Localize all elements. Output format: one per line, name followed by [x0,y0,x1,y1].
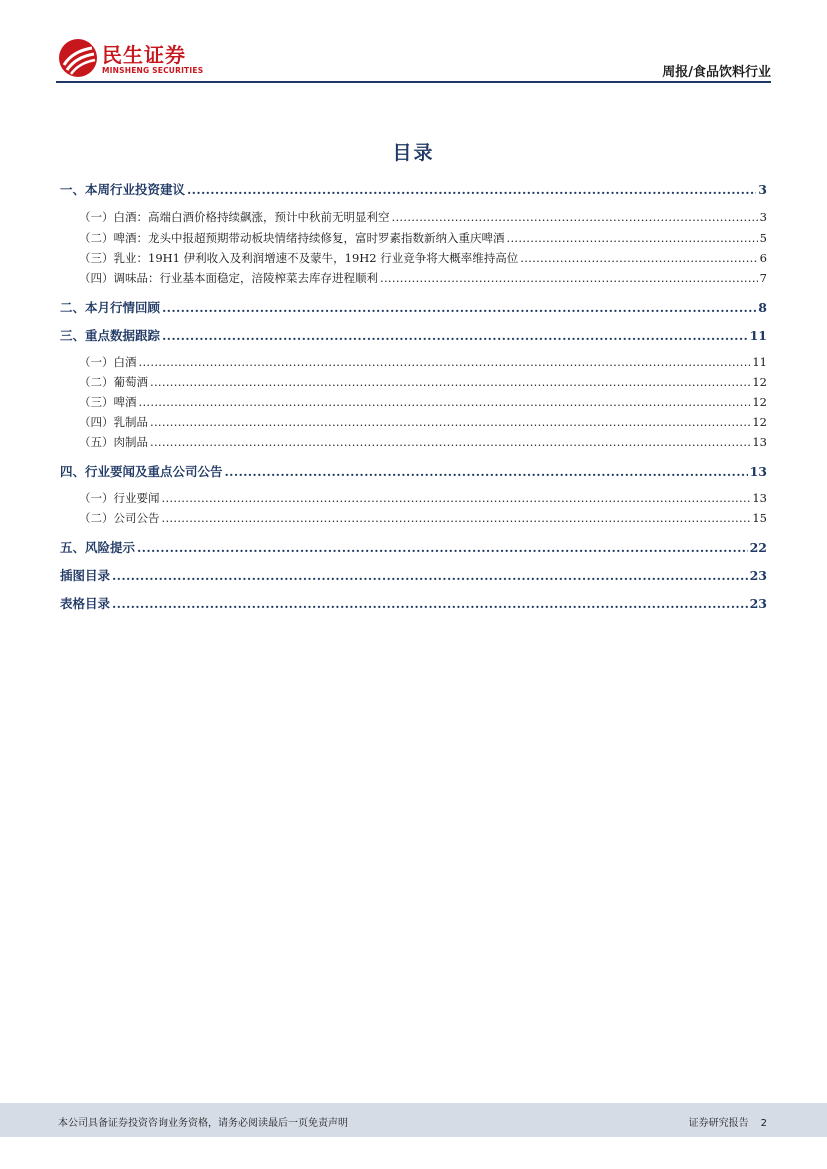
toc-entry-page: 11 [752,355,767,369]
toc-entry[interactable] [60,354,767,370]
toc-entry-page: 3 [759,210,767,224]
toc-entry-page: 12 [752,415,767,429]
toc-entry-label: （四）乳制品 [79,415,148,429]
toc-entry-label: （二）葡萄酒 [79,375,148,389]
report-type: 周报/食品饮料行业 [662,65,771,80]
dot-leader [187,182,756,197]
toc-entry[interactable] [60,566,767,584]
toc-entry[interactable] [60,414,767,430]
toc-entry-label: （二）公司公告 [79,511,160,525]
toc-entry-label: （三）啤酒 [79,395,137,409]
toc-entry-page: 5 [759,231,767,245]
toc-entry-label: 插图目录 [60,568,111,583]
toc-entry-label: （五）肉制品 [79,435,148,449]
toc-entry-page: 7 [759,271,767,285]
dot-leader [520,251,757,265]
toc-entry-page: 13 [752,491,767,505]
toc-entry[interactable] [60,298,767,316]
toc-entry[interactable] [60,462,767,480]
toc-entry-label: （三）乳业：19H1 伊利收入及利润增速不及蒙牛，19H2 行业竞争将大概率维持高位 [79,251,519,265]
toc-entry-page: 6 [759,251,767,265]
logo-english-name: MINSHENG SECURITIES [102,66,204,75]
dot-leader [392,210,758,224]
dot-leader [225,464,748,479]
toc-entry-label: 二、本月行情回顾 [60,300,161,315]
footer-disclaimer: 本公司具备证券投资咨询业务资格，请务必阅读最后一页免责声明 [58,1118,348,1129]
dot-leader [112,568,748,583]
minsheng-logo-icon [58,38,98,78]
dot-leader [139,395,751,409]
toc-entry-label: （二）啤酒：龙头中报超预期带动板块情绪持续修复，富时罗素指数新纳入重庆啤酒 [79,231,505,245]
toc-entry[interactable] [60,374,767,390]
toc-entry[interactable] [60,538,767,556]
toc-entry-label: （一）白酒：高端白酒价格持续飙涨，预计中秋前无明显利空 [79,210,390,224]
toc-entry[interactable] [60,209,767,225]
page-number: 2 [760,1118,767,1129]
toc-entry-page: 22 [749,540,767,555]
toc-entry-label: （一）行业要闻 [79,491,160,505]
toc-entry[interactable] [60,394,767,410]
toc-entry-label: 五、风险提示 [60,540,136,555]
dot-leader [380,271,758,285]
toc-entry[interactable] [60,594,767,612]
toc-entry-page: 23 [749,596,767,611]
toc-entry-page: 3 [758,182,767,197]
toc-entry-label: 一、本周行业投资建议 [60,182,186,197]
dot-leader [112,596,748,611]
toc-entry-label: 四、行业要闻及重点公司公告 [60,464,223,479]
footer-right [689,1114,767,1129]
toc-entry[interactable] [60,270,767,286]
toc-entry[interactable] [60,250,767,266]
toc-title: 目录 [392,142,435,164]
toc-entry-page: 23 [749,568,767,583]
dot-leader [507,231,758,245]
toc-entry-page: 13 [752,435,767,449]
logo-chinese-name: 民生证券 [102,43,186,67]
toc-entry-page: 15 [752,511,767,525]
dot-leader [162,300,756,315]
toc-entry-page: 12 [752,395,767,409]
toc-entry[interactable] [60,510,767,526]
page-header [56,36,771,82]
toc-entry-page: 8 [758,300,767,315]
toc-entry[interactable] [60,180,767,198]
page-footer [0,1103,827,1137]
dot-leader [139,355,751,369]
toc-entry-page: 12 [752,375,767,389]
dot-leader [150,415,750,429]
dot-leader [150,375,750,389]
header-divider [56,81,771,83]
toc-entry-label: 表格目录 [60,596,111,611]
report-label: 证券研究报告 [688,1118,749,1129]
toc-entry-page: 13 [749,464,767,479]
toc-entry-label: （四）调味品：行业基本面稳定，涪陵榨菜去库存进程顺利 [79,271,378,285]
dot-leader [150,435,750,449]
toc-entry-label: 三、重点数据跟踪 [60,328,161,343]
dot-leader [162,491,751,505]
toc-entry-label: （一）白酒 [79,355,137,369]
dot-leader [162,328,748,343]
toc-entry[interactable] [60,434,767,450]
toc-entry[interactable] [60,490,767,506]
toc-entry-page: 11 [749,328,767,343]
dot-leader [137,540,748,555]
dot-leader [162,511,751,525]
toc-entry[interactable] [60,326,767,344]
company-logo [56,36,216,82]
toc-entry[interactable] [60,230,767,246]
